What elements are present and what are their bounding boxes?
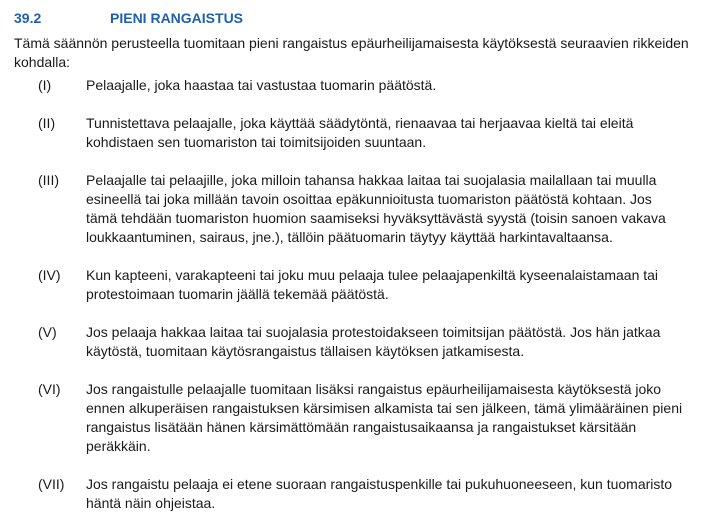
section-number: 39.2	[14, 10, 42, 26]
section-heading	[14, 8, 698, 28]
item-label: (VII)	[38, 476, 65, 492]
item-label: (IV)	[38, 267, 61, 283]
rule-list	[14, 76, 698, 513]
list-item	[14, 76, 698, 95]
list-item	[14, 266, 698, 304]
list-item	[14, 114, 698, 152]
item-text: Jos pelaaja hakkaa laitaa tai suojalasia protestoidakseen toimitsijan päätöstä. Jos hän jatkaa käytöstä, tuomitaan käytösrangaistus tällaisen käytöksen jatkamisesta.	[86, 324, 661, 359]
item-label: (I)	[38, 77, 52, 93]
list-item	[14, 171, 698, 247]
intro-paragraph: Tämä säännön perusteella tuomitaan pieni rangaistus epäurheilijamaisesta käytöksestä seuraavien rikkeiden kohdalla:	[14, 35, 689, 70]
item-label: (VI)	[38, 381, 61, 397]
list-item	[14, 380, 698, 456]
item-label: (II)	[38, 115, 56, 131]
item-text: Pelaajalle tai pelaajille, joka milloin tahansa hakkaa laitaa tai suojalasia mailallaan tai muulla esineellä tai joka millään tavoin osoittaa epäkunnioitusta tuomariston päätöstä kohtaan. Jos tämä tehdään tuomariston huomion saamiseksi hyväksyttävästä syystä (toisin sanoen vakava loukkaantuminen, sairaus, jne.), tällöin päätuomarin täytyy käyttää harkintavaltaansa.	[86, 172, 666, 245]
item-label: (III)	[38, 172, 59, 188]
item-text: Tunnistettava pelaajalle, joka käyttää säädytöntä, rienaavaa tai herjaavaa kieltä tai eleitä kohdistaen sen tuomariston tai toimitsijoiden suuntaan.	[86, 115, 634, 150]
item-text: Jos rangaistu pelaaja ei etene suoraan rangaistuspenkille tai pukuhuoneeseen, kun tuomaristo häntä näin ohjeistaa.	[86, 476, 673, 511]
item-label: (V)	[38, 324, 57, 340]
item-text: Kun kapteeni, varakapteeni tai joku muu pelaaja tulee pelaajapenkiltä kyseenalaistamaan tai protestoimaan tuomarin jäällä tekemää päätöstä.	[86, 267, 659, 302]
section-title: PIENI RANGAISTUS	[110, 10, 244, 26]
list-item	[14, 323, 698, 361]
list-item	[14, 475, 698, 513]
item-text: Jos rangaistulle pelaajalle tuomitaan lisäksi rangaistus epäurheilijamaisesta käytöksestä joko ennen alkuperäisen rangaistuksen kärsimisen alkamista tai sen jälkeen, tämä ylimääräinen pieni rangaistus lisätään hänen kärsimättömään rangaistusaikaansa ja rangaistukset kärsitään peräkkäin.	[86, 381, 683, 454]
item-text: Pelaajalle, joka haastaa tai vastustaa tuomarin päätöstä.	[86, 77, 437, 93]
